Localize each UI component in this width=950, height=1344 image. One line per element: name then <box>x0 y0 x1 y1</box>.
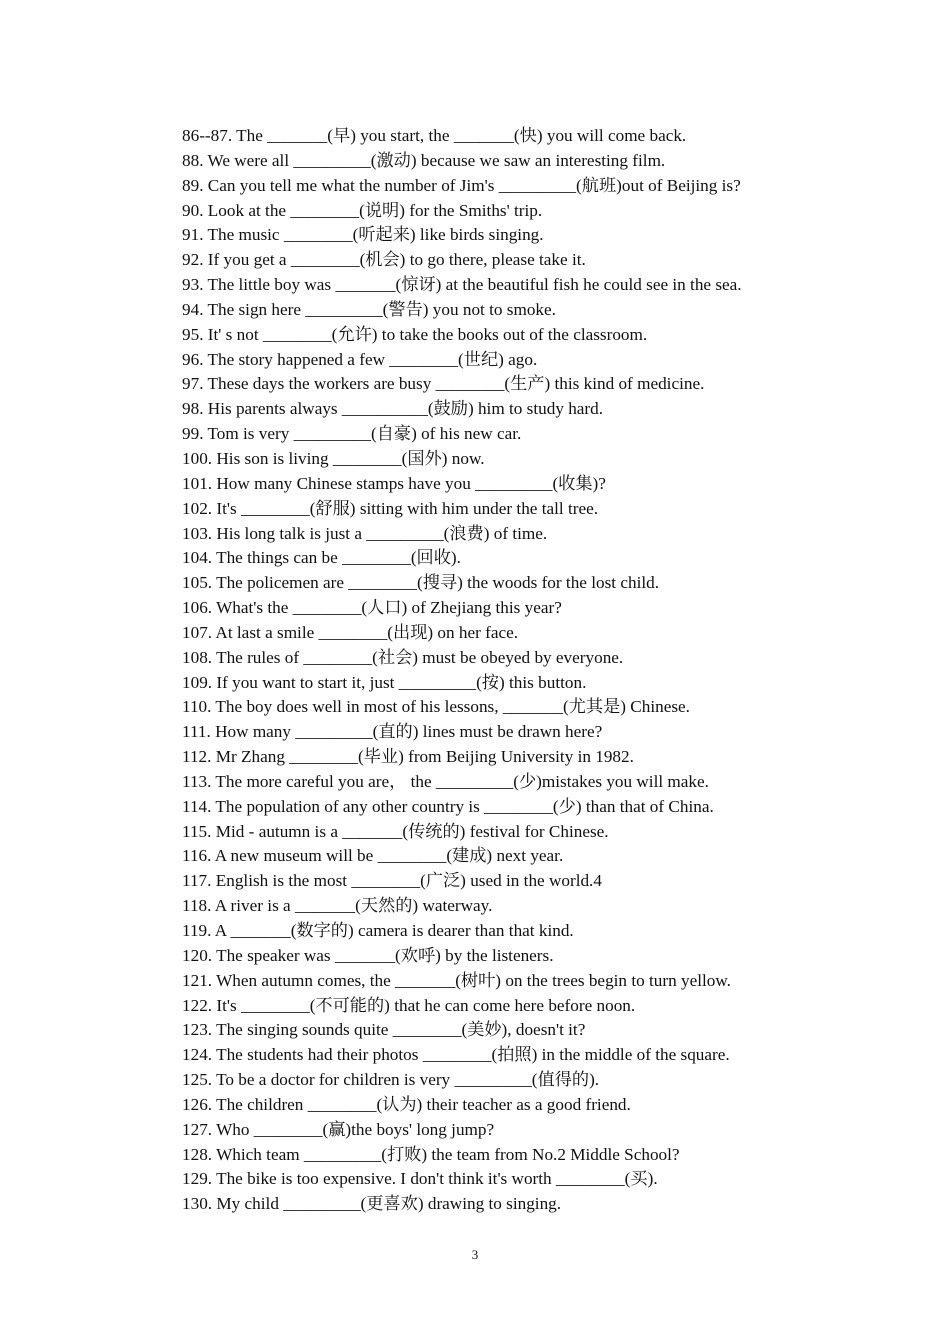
exercise-line: 90. Look at the ________(说明) for the Smiths' trip. <box>182 200 543 220</box>
exercise-line: 126. The children ________(认为) their teacher as a good friend. <box>182 1094 631 1114</box>
exercise-line: 97. These days the workers are busy ________(生产) this kind of medicine. <box>182 374 705 394</box>
exercise-line: 105. The policemen are ________(搜寻) the woods for the lost child. <box>182 573 660 593</box>
exercise-line: 110. The boy does well in most of his lessons, _______(尤其是) Chinese. <box>182 697 690 717</box>
exercise-line: 98. His parents always __________(鼓励) him to study hard. <box>182 399 604 419</box>
exercise-line: 120. The speaker was _______(欢呼) by the listeners. <box>182 945 554 965</box>
exercise-line: 117. English is the most ________(广泛) used in the world.4 <box>182 871 602 891</box>
exercise-line: 106. What's the ________(人口) of Zhejiang this year? <box>182 598 562 618</box>
exercise-line: 122. It's ________(不可能的) that he can come here before noon. <box>182 995 636 1015</box>
exercise-line: 99. Tom is very _________(自豪) of his new car. <box>182 424 522 444</box>
exercise-line: 103. His long talk is just a _________(浪费) of time. <box>182 523 548 543</box>
exercise-line: 89. Can you tell me what the number of Jim's _________(航班)out of Beijing is? <box>182 175 741 195</box>
exercise-line: 123. The singing sounds quite ________(美妙), doesn't it? <box>182 1020 586 1040</box>
exercise-line: 113. The more careful you are， the _________(少)mistakes you will make. <box>182 771 709 791</box>
exercise-line: 108. The rules of ________(社会) must be obeyed by everyone. <box>182 647 624 667</box>
page-number: 3 <box>471 1247 479 1262</box>
exercise-line: 100. His son is living ________(国外) now. <box>182 448 485 468</box>
exercise-line: 96. The story happened a few ________(世纪) ago. <box>182 349 538 369</box>
exercise-list <box>182 124 922 1217</box>
exercise-line: 93. The little boy was _______(惊讶) at the beautiful fish he could see in the sea. <box>182 275 742 295</box>
exercise-line: 107. At last a smile ________(出现) on her face. <box>182 622 519 642</box>
exercise-line: 124. The students had their photos ________(拍照) in the middle of the square. <box>182 1045 730 1065</box>
exercise-line: 121. When autumn comes, the _______(树叶) on the trees begin to turn yellow. <box>182 970 731 990</box>
exercise-line: 130. My child _________(更喜欢) drawing to singing. <box>182 1194 562 1214</box>
exercise-line: 92. If you get a ________(机会) to go there, please take it. <box>182 250 586 270</box>
exercise-line: 119. A _______(数字的) camera is dearer than that kind. <box>182 921 574 940</box>
exercise-line: 111. How many _________(直的) lines must be drawn here? <box>182 722 603 742</box>
exercise-line: 116. A new museum will be ________(建成) next year. <box>182 846 564 866</box>
exercise-line: 114. The population of any other country is ________(少) than that of China. <box>182 796 714 816</box>
exercise-line: 125. To be a doctor for children is very _________(值得的). <box>182 1070 600 1090</box>
exercise-line: 94. The sign here _________(警告) you not to smoke. <box>182 299 556 319</box>
exercise-line: 109. If you want to start it, just _________(按) this button. <box>182 672 587 692</box>
exercise-line: 91. The music ________(听起来) like birds singing. <box>182 225 544 245</box>
exercise-line: 115. Mid - autumn is a _______(传统的) festival for Chinese. <box>182 821 609 841</box>
exercise-line: 127. Who ________(赢)the boys' long jump? <box>182 1119 495 1139</box>
exercise-line: 101. How many Chinese stamps have you _________(收集)? <box>182 473 606 493</box>
exercise-line: 104. The things can be ________(回收). <box>182 548 461 568</box>
exercise-line: 86--87. The _______(早) you start, the _______(快) you will come back. <box>182 126 687 145</box>
exercise-line: 112. Mr Zhang ________(毕业) from Beijing University in 1982. <box>182 747 634 767</box>
exercise-line: 128. Which team _________(打败) the team from No.2 Middle School? <box>182 1144 680 1164</box>
exercise-line: 95. It' s not ________(允许) to take the books out of the classroom. <box>182 324 648 344</box>
exercise-line: 102. It's ________(舒服) sitting with him under the tall tree. <box>182 498 599 518</box>
exercise-line: 118. A river is a _______(天然的) waterway. <box>182 896 493 916</box>
exercise-line: 88. We were all _________(激动) because we saw an interesting film. <box>182 150 666 170</box>
exercise-line: 129. The bike is too expensive. I don't think it's worth ________(买). <box>182 1169 658 1189</box>
